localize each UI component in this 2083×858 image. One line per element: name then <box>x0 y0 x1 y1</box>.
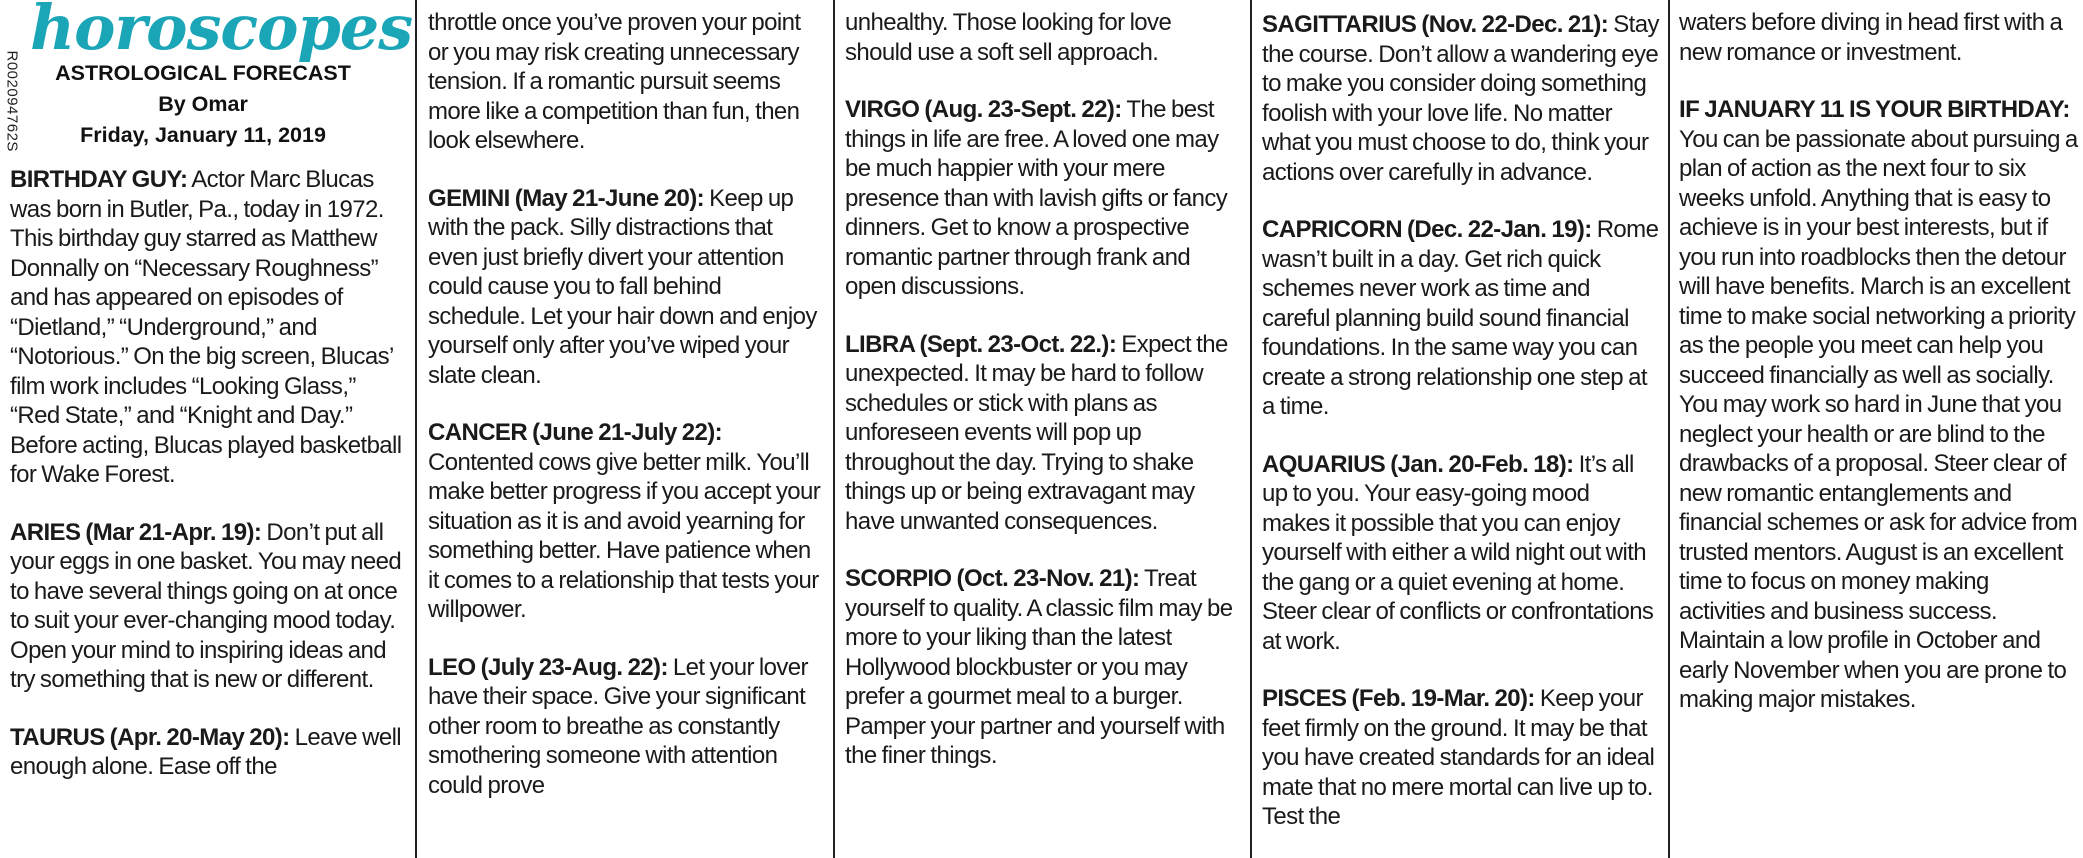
pisces-entry <box>1262 684 1660 832</box>
aquarius-entry <box>1262 450 1660 657</box>
aries-entry <box>10 518 408 695</box>
pisces-label: PISCES (Feb. 19-Mar. 20): <box>1262 685 1535 712</box>
birthday-forecast-text: You can be passionate about pursuing a plan of action as the next four to six weeks unfold. Anything that is easy to achieve is in your best interests, but if you run into roadblocks then the detour will have benefits. March is an excellent time to make social networking a priority as the people you meet can help you succeed financially as well as socially. You may work so hard in June that you neglect your health or are blind to the drawbacks of a proposal. Steer clear of new romantic entanglements and financial schemes or ask for advice from trusted mentors. August is an excellent time to focus on money making activities and business success. Maintain a low profile in October and early November when you are prone to making major mistakes. <box>1679 125 2078 713</box>
sagittarius-label: SAGITTARIUS (Nov. 22-Dec. 21): <box>1262 11 1609 38</box>
leo-text: Let your lover have their space. Give your significant other room to breathe as constantly smothering someone with attention could prove <box>428 653 808 799</box>
scorpio-entry <box>845 564 1238 771</box>
side-code-text: R002094762S <box>3 50 21 152</box>
libra-label: LIBRA (Sept. 23-Oct. 22.): <box>845 330 1117 358</box>
libra-text: Expect the unexpected. It may be hard to follow schedules or stick with plans as unforeseen events will pop up throughout the day. Trying to shake things up or being extravagant may have unwanted consequences. <box>845 330 1228 535</box>
cancer-label: CANCER (June 21-July 22): <box>428 419 723 446</box>
masthead <box>10 0 413 151</box>
column-rule <box>1250 0 1252 858</box>
issue-date: Friday, January 11, 2019 <box>80 123 326 147</box>
cancer-entry <box>428 418 821 625</box>
gemini-label: GEMINI (May 21-June 20): <box>428 184 705 212</box>
taurus-label: TAURUS (Apr. 20-May 20): <box>10 723 290 751</box>
pisces-continued: waters before diving in head first with a new romance or investment. <box>1679 9 2063 66</box>
capricorn-label: CAPRICORN (Dec. 22-Jan. 19): <box>1262 216 1592 243</box>
birthday-guy-entry <box>10 165 408 490</box>
column-rule <box>415 0 417 858</box>
byline: By Omar <box>158 92 248 116</box>
column-rule <box>1668 0 1670 858</box>
virgo-text: The best things in life are free. A loved one may be much happier with your mere presence than with lavish gifts or fancy dinners. Get to know a prospective romantic partner through frank and open discussions. <box>845 96 1228 300</box>
horoscopes-logo: horoscopes <box>30 0 413 64</box>
forecast-heading: ASTROLOGICAL FORECAST <box>55 61 351 85</box>
sagittarius-entry <box>1262 10 1660 187</box>
pisces-text: Keep your feet firmly on the ground. It may be that you have created standards for an ideal mate that no mere mortal can live up to. Test the <box>1262 685 1655 830</box>
virgo-entry <box>845 95 1238 302</box>
gemini-text: Keep up with the pack. Silly distractions that even just briefly divert your attention could cause you to fall behind schedule. Let your hair down and enjoy yourself only after you’ve wiped your slate clean. <box>428 184 817 389</box>
column-4 <box>1262 0 1660 858</box>
taurus-text: Leave well enough alone. Ease off the <box>10 723 402 780</box>
column-2 <box>428 0 821 858</box>
cancer-text: Contented cows give better milk. You’ll make better progress if you accept your situation as it is and avoid yearning for something better. Have patience when it comes to a relationship that tests your willpower. <box>428 448 821 623</box>
aquarius-text: It’s all up to you. Your easy-going mood makes it possible that you can enjoy yourself with either a wild night out with the gang or a quiet evening at home. Steer clear of conflicts or confrontations at work. <box>1262 450 1654 655</box>
birthday-guy-label: BIRTHDAY GUY: <box>10 166 188 193</box>
aquarius-label: AQUARIUS (Jan. 20-Feb. 18): <box>1262 450 1574 478</box>
capricorn-text: Rome wasn’t built in a day. Get rich quick schemes never work as time and careful planning build sound financial foundations. In the same way you can create a strong relationship one step at a time. <box>1262 216 1659 420</box>
birthday-forecast-label: IF JANUARY 11 IS YOUR BIRTHDAY: <box>1679 96 2070 123</box>
leo-entry <box>428 653 821 801</box>
leo-continued: unhealthy. Those looking for love should use a soft sell approach. <box>845 9 1172 66</box>
taurus-entry <box>10 723 408 782</box>
leo-label: LEO (July 23-Aug. 22): <box>428 653 668 681</box>
gemini-entry <box>428 184 821 391</box>
capricorn-entry <box>1262 215 1660 422</box>
aries-text: Don’t put all your eggs in one basket. You may need to have several things going on at once to suit your ever-changing mood today. Open your mind to inspiring ideas and try something that is new or different. <box>10 518 402 693</box>
aries-label: ARIES (Mar 21-Apr. 19): <box>10 518 262 546</box>
column-3 <box>845 0 1238 858</box>
column-5 <box>1679 0 2079 858</box>
birthday-forecast-entry <box>1679 95 2079 715</box>
column-1 <box>10 0 413 858</box>
libra-entry <box>845 330 1238 537</box>
virgo-label: VIRGO (Aug. 23-Sept. 22): <box>845 96 1122 123</box>
sagittarius-text: Stay the course. Don’t allow a wandering eye to make you consider doing something foolish with your love life. No matter what you must choose to do, think your actions over carefully in advance. <box>1262 11 1659 186</box>
scorpio-text: Treat yourself to quality. A classic film may be more to your liking than the latest Hollywood blockbuster or you may prefer a gourmet meal to a burger. Pamper your partner and yourself with the finer things. <box>845 565 1233 769</box>
taurus-continued: throttle once you’ve proven your point or you may risk creating unnecessary tension. If a romantic pursuit seems more like a competition than fun, then look elsewhere. <box>428 9 801 154</box>
birthday-guy-text: Actor Marc Blucas was born in Butler, Pa., today in 1972. This birthday guy starred as Matthew Donnally on “Necessary Roughness” and has appeared on episodes of “Dietland,” “Underground,” and “Notorious.” On the big screen, Blucas’ film work includes “Looking Glass,” “Red State,” and “Knight and Day.” Before acting, Blucas played basketball for Wake Forest. <box>10 166 402 488</box>
scorpio-label: SCORPIO (Oct. 23-Nov. 21): <box>845 565 1140 592</box>
column-rule <box>833 0 835 858</box>
